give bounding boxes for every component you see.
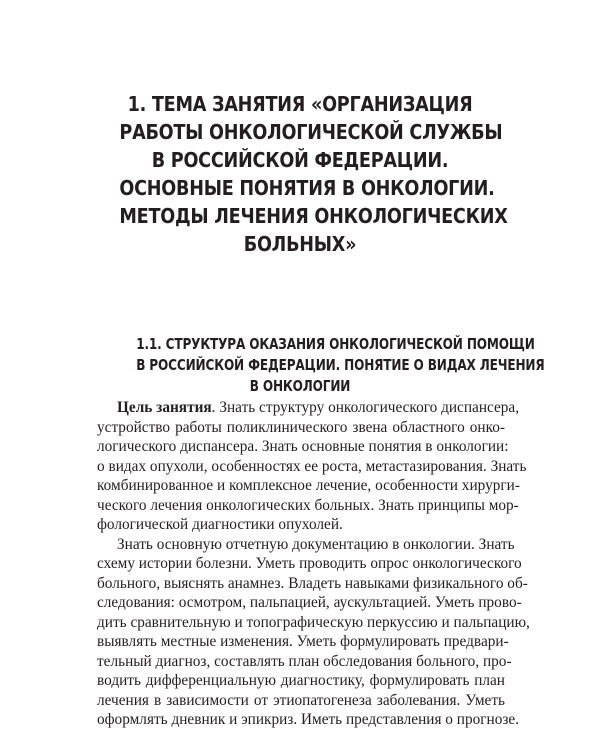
chapter-title-line: БОЛЬНЫХ» (243, 232, 357, 256)
section-title-line: В РОССИЙСКОЙ ФЕДЕРАЦИИ. ПОНЯТИЕ О ВИДАХ ЛЕЧЕНИЯ (136, 356, 545, 374)
text-line: Знать основную отчетную документацию в онкологии. Знать (117, 535, 515, 553)
text-line: устройство работы поликлинического звена областного онко- (97, 418, 505, 436)
lesson-goal-label: Цель занятия (117, 399, 212, 416)
chapter-title (119, 90, 508, 258)
text-line (97, 398, 520, 418)
chapter-title-line: 1. ТЕМА ЗАНЯТИЯ «ОРГАНИЗАЦИЯ (127, 92, 473, 116)
chapter-title-line: МЕТОДЫ ЛЕЧЕНИЯ ОНКОЛОГИЧЕСКИХ (119, 204, 508, 228)
chapter-title-line: РАБОТЫ ОНКОЛОГИЧЕСКОЙ СЛУЖБЫ (119, 120, 503, 144)
text-line: фологической диагностики опухолей. (97, 516, 343, 533)
text-line: оформлять дневник и эпикриз. Иметь представления о прогнозе. (97, 711, 520, 728)
section-title-line: В ОНКОЛОГИИ (249, 377, 351, 395)
chapter-title-line: ОСНОВНЫЕ ПОНЯТИЯ В ОНКОЛОГИИ. (119, 176, 495, 200)
text-line: логического диспансера. Знать основные понятия в онкологии: (97, 438, 509, 455)
text-line: схему истории болезни. Уметь проводить опрос онкологического (97, 555, 522, 572)
text-line: дить сравнительную и топографическую перкуссию и пальпацию, (97, 613, 530, 631)
paragraph-skills (97, 535, 530, 730)
text-line: тельный диагноз, составлять план обследования больного, про- (97, 652, 512, 670)
text-line-rest: . Знать структуру онкологического диспансера, (211, 399, 520, 416)
paragraph-lesson-goal (97, 398, 527, 535)
text-line: выявлять местные изменения. Уметь формулировать предвари- (97, 633, 509, 650)
chapter-title-line: В РОССИЙСКОЙ ФЕДЕРАЦИИ. (151, 148, 449, 172)
text-line: следования: осмотром, пальпацией, аускультацией. Уметь прово- (97, 594, 522, 611)
section-title-line: 1.1. СТРУКТУРА ОКАЗАНИЯ ОНКОЛОГИЧЕСКОЙ ПОМОЩИ (136, 335, 535, 353)
section-title (136, 334, 545, 397)
body-text (97, 398, 530, 730)
text-line: комбинированное и комплексное лечение, особенности хирурги- (97, 477, 520, 494)
text-line: водить дифференциальную диагностику, формулировать план (97, 672, 505, 689)
text-line: больного, выяснять анамнез. Владеть навыками физикального об- (97, 574, 528, 592)
text-line: о видах опухоли, особенностях ее роста, метастазирования. Знать (97, 457, 527, 475)
text-line: лечения в зависимости от этиопатогенеза заболевания. Уметь (97, 691, 505, 709)
text-line: ческого лечения онкологических больных. Знать принципы мор- (97, 496, 519, 514)
